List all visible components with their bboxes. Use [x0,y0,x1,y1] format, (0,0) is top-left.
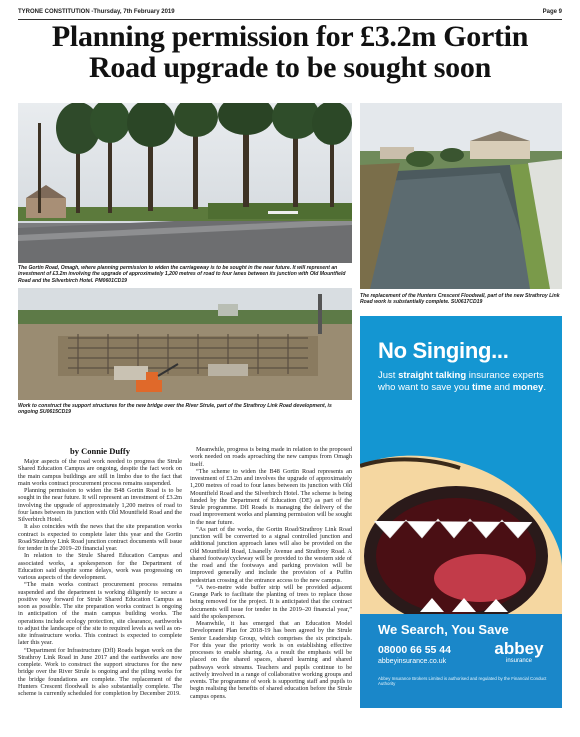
river-photo [360,103,562,289]
article-paragraph: “A two-metre wide buffer strip will be provided adjacent Grange Park to facilitate the planting of trees to replace those being removed for the project. It is anticipated that the contract documents will issue for tender in the 2019–20 financial year,” said the spokesperson. [190,583,352,620]
article-paragraph: Major aspects of the road work needed to progress the Strule Shared Education Campus are ongoing, despite the fact work on the main campus buildings are still in limbo due to the fact that main works contract procurement process remains suspended. [18,458,182,487]
article-column-1 [18,458,182,710]
page-number: Page 9 [542,9,562,15]
advert-phone[interactable]: 08000 66 55 44 [378,644,451,656]
road-photo-caption: The Gortin Road, Omagh, where planning permission to widen the carriageway is to be sought in the near future. It will represent an investment of £3.2m involving the upgrade of approximately 1,200 metres of road to four lanes between its junction with Old Mountfield Road and the Silverbirch Hotel. PM0601CD19 [18,265,346,284]
advert-sub-text: and [491,382,513,393]
abbey-logo [490,639,548,669]
bridge-works-photo-caption: Work to construct the support structures for the new bridge over the River Strule, part of the Strathroy Link Road development, is ongoing SU0615CD19 [18,403,332,416]
river-photo-caption: The replacement of the Hunters Crescent Floodwall, part of the new Strathroy Link Road work is substantially complete. SU0617CD19 [360,293,560,306]
advert-sub-text: insurance experts who want to save you [378,370,544,393]
advert-sub-bold: money [512,382,544,393]
abbey-logo-sub: insurance [505,658,532,664]
masthead [18,9,562,19]
publication-dateline: TYRONE CONSTITUTION -Thursday, 7th February 2019 [18,9,175,15]
headline-line-1: Planning permission for £3.2m Gortin [51,20,529,53]
article-paragraph: “The scheme to widen the B48 Gortin Road represents an investment of £3.2m and involves the upgrade of approximately 1,200 metres of road to four lanes between its junction with Old Mountfield Road and the Silverbirch Hotel. The scheme is being funded by the Department of Education (DE) as part of the Strule programme. DfI Roads is managing the delivery of the road improvement works and planning permission will be sought in the near future. [190,467,352,526]
page-headline [18,21,562,83]
advert-sub-text: . [543,382,546,393]
article-paragraph: It also coincides with the news that the site preparation works contract is expected to complete later this year and the Gortin Road/Strathroy Link Road junction contract documents will issue for tender in the 2019–20 financial year. [18,523,182,552]
article-paragraph: “As part of the works, the Gortin Road/Strathroy Link Road junction will be converted to a signal controlled junction and additional junction approach lanes will also be provided on the Old Mountfield Road, Lisanelly Avenue and Strathroy Road. A shared footway/cycleway will be provided to the western side of the road and the footways and parking provision will be improved generally and include the provision of a Puffin pedestrian crossing at the entrance access to the new campus. [190,525,352,584]
advert-tagline: We Search, You Save [378,622,509,637]
article-paragraph: “The main works contract procurement process remains suspended and the department is working diligently to secure a positive way forward for Strule Shared Education Campus as soon as possible. The site preparation works contract is ongoing in anticipation of the main campus building works. The operations include ecology protection, site clearance, earthworks to adjust the landscape of the site to required levels as well as on-site infrastructure works. This contract is expected to complete later this year. [18,581,182,647]
road-photo [18,103,352,263]
article-paragraph: Planning permission to widen the B48 Gortin Road is to be sought in the near future. It will represent an investment of £3.2m involving the upgrade of approximately 1,200 metres of road to four lanes between its junction with Old Mountfield Road and the Silverbirch Hotel. [18,487,182,523]
advert-subtitle [378,370,556,394]
advert-sub-bold: time [472,382,492,393]
byline: by Connie Duffy [70,446,130,456]
article-column-2 [190,446,352,710]
article-paragraph: Meanwhile, progress is being made in relation to the proposed work needed on roads aproaching the new campus from Omagh itself. [190,446,352,468]
insurance-advert[interactable] [360,316,562,708]
advert-legal-text: Abbey Insurance Brokers Limited is authorised and regulated by the Financial Conduct Authority [378,676,547,687]
advert-website-link[interactable]: abbeyinsurance.co.uk [378,658,447,665]
advert-sub-bold: straight talking [398,370,467,381]
article-paragraph: Meanwhile, it has emerged that an Education Model Development Plan for 2018-19 has been agreed by the Strule Senior Leadership Group, which comprises the six principals. For this year the priority work is on establishing effective processes to enable sharing. As a result the emphasis will be placed on the shared spaces, shared learning and shared pathways work streams. Teachers and pupils continue to be actively involved in a range of collaborative working groups and events. The programme of work is supporting staff and pupils to begin realising the benefits of shared education before the Strule campus opens. [190,620,352,700]
advert-title: No Singing... [378,338,509,363]
headline-line-2: Road upgrade to be sought soon [89,51,491,84]
bridge-works-photo [18,288,352,400]
article-paragraph: In relation to the Strule Shared Education Campus and associated works, a spokesperson for the Department of Education said despite some delays, work was progressing on various aspects of the development. [18,552,182,581]
article-paragraph: “Department for Infrastructure (DfI) Roads began work on the Strathroy Link Road in June 2017 and the earthworks are now complete. Work to construct the support structures for the new bridge over the River Strule is ongoing and the piling works for the bridge foundations are complete. The replacement of the Hunters Crescent floodwall is also substantially complete. The scheme is currently scheduled for completion by December 2019. [18,646,182,697]
advert-sub-text: Just [378,370,399,381]
abbey-logo-word: abbey [494,639,544,658]
